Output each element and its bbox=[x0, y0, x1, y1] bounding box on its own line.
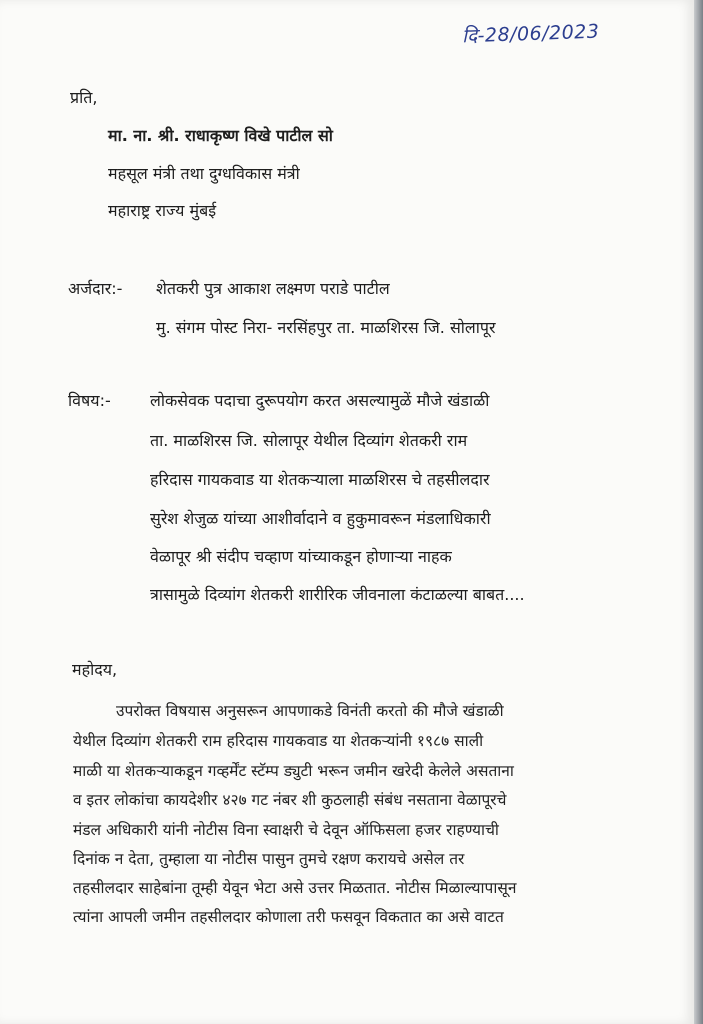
recipient-location: महाराष्ट्र राज्य मुंबई bbox=[108, 201, 217, 220]
subject-label: विषय:- bbox=[68, 391, 111, 410]
body-line: तहसीलदार साहेबांना तूम्ही येवून भेटा असे उत्तर मिळतात. नोटीस मिळाल्यापासून bbox=[73, 879, 517, 897]
handwritten-date: दि-28/06/2023 bbox=[461, 20, 600, 48]
applicant-label: अर्जदार:- bbox=[68, 279, 123, 298]
page-edge-shadow bbox=[694, 0, 703, 1024]
body-line: दिनांक न देता, तुम्हाला या नोटीस पासुन तुमचे रक्षण करायचे असेल तर bbox=[73, 850, 465, 868]
applicant-address: मु. संगम पोस्ट निरा- नरसिंहपुर ता. माळशिरस जि. सोलापूर bbox=[156, 318, 496, 337]
applicant-name: शेतकरी पुत्र आकाश लक्ष्मण पराडे पाटील bbox=[156, 279, 390, 298]
subject-line: हरिदास गायकवाड या शेतकऱ्याला माळशिरस चे तहसीलदार bbox=[150, 470, 490, 489]
subject-line: ता. माळशिरस जि. सोलापूर येथील दिव्यांग शेतकरी राम bbox=[150, 431, 468, 450]
body-line: उपरोक्त विषयास अनुसरून आपणाकडे विनंती करतो की मौजे खंडाळी bbox=[116, 702, 504, 720]
subject-line: सुरेश शेजुळ यांच्या आशीर्वादाने व हुकुमावरून मंडलाधिकारी bbox=[150, 509, 491, 528]
body-line: मंडल अधिकारी यांनी नोटीस विना स्वाक्षरी चे देवून ऑफिसला हजर राहण्याची bbox=[73, 821, 499, 839]
recipient-designation: महसूल मंत्री तथा दुग्धविकास मंत्री bbox=[108, 164, 300, 183]
body-line: येथील दिव्यांग शेतकरी राम हरिदास गायकवाड या शेतकऱ्यांनी १९८७ साली bbox=[73, 732, 484, 750]
recipient-name: मा. ना. श्री. राधाकृष्ण विखे पाटील सो bbox=[108, 126, 333, 145]
greeting: महोदय, bbox=[72, 660, 118, 679]
subject-line: लोकसेवक पदाचा दुरूपयोग करत असल्यामुळें मौजे खंडाळी bbox=[150, 391, 490, 410]
recipient-salutation: प्रति, bbox=[70, 88, 98, 107]
subject-line: त्रासामुळे दिव्यांग शेतकरी शारीरिक जीवनाला कंटाळल्या बाबत.... bbox=[150, 585, 525, 604]
body-line: त्यांना आपली जमीन तहसीलदार कोणाला तरी फसवून विकतात का असे वाटत bbox=[73, 908, 504, 926]
body-line: माळी या शेतकऱ्याकडून गव्हर्मेंट स्टॅम्प ड्युटी भरून जमीन खरेदी केलेले असताना bbox=[73, 762, 514, 780]
body-line: व इतर लोकांचा कायदेशीर ४२७ गट नंबर शी कुठलाही संबंध नसताना वेळापूरचे bbox=[73, 791, 507, 809]
subject-line: वेळापूर श्री संदीप चव्हाण यांच्याकडून होणाऱ्या नाहक bbox=[150, 547, 452, 566]
